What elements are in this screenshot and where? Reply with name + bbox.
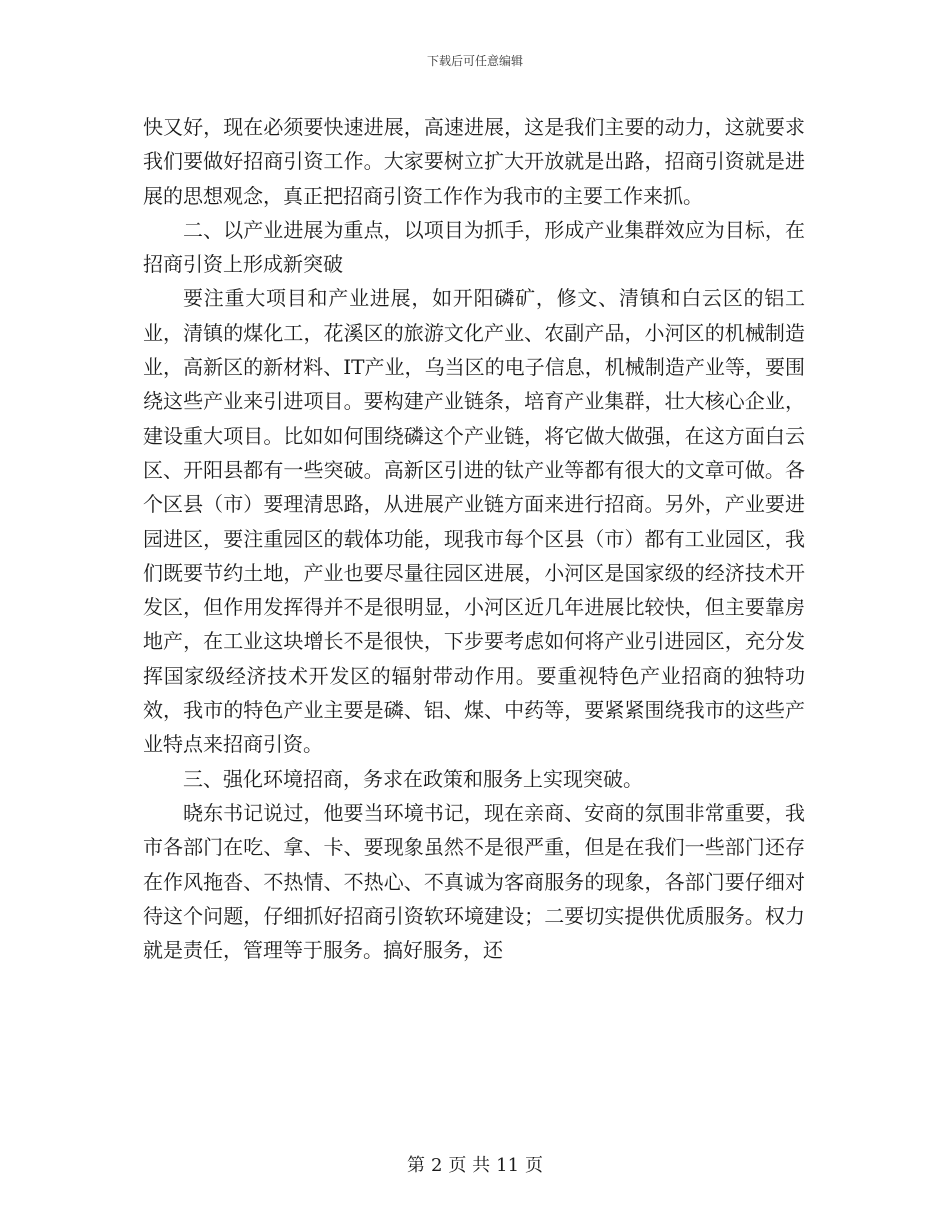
- page-number: 2: [430, 1155, 443, 1176]
- paragraph-environment: 晓东书记说过，他要当环境书记，现在亲商、安商的氛围非常重要，我市各部门在吃、拿、卡、要现象虽然不是很严重，但是在我们一些部门还存在作风拖沓、不热情、不热心、不真诚为客商服务的现象，各部门要仔细对待这个问题，仔细抓好招商引资软环境建设；二要切实提供优质服务。权力就是责任，管理等于服务。搞好服务，还: [143, 800, 805, 963]
- page-footer: [0, 1155, 950, 1177]
- footer-middle: 页 共: [448, 1155, 491, 1176]
- total-pages: 11: [496, 1155, 520, 1176]
- document-body: [143, 110, 805, 967]
- section-heading-2: 二、以产业进展为重点，以项目为抓手，形成产业集群效应为目标，在招商引资上形成新突破: [143, 217, 805, 277]
- paragraph-continuation: 快又好，现在必须要快速进展，高速进展，这是我们主要的动力，这就要求我们要做好招商引资工作。大家要树立扩大开放就是出路，招商引资就是进展的思想观念，真正把招商引资工作作为我市的主要工作来抓。: [143, 115, 805, 208]
- footer-suffix: 页: [525, 1155, 544, 1176]
- footer-prefix: 第: [406, 1155, 425, 1176]
- section-heading-3: 三、强化环境招商，务求在政策和服务上实现突破。: [183, 766, 643, 791]
- page-header: 下载后可任意编辑: [426, 54, 523, 68]
- paragraph-industry: 要注重大项目和产业进展，如开阳磷矿，修文、清镇和白云区的铝工业，清镇的煤化工，花溪区的旅游文化产业、农副产品，小河区的机械制造业，高新区的新材料、IT产业，乌当区的电子信息，机械制造产业等，要围绕这些产业来引进项目。要构建产业链条，培育产业集群，壮大核心企业，建设重大项目。比如如何围绕磷这个产业链，将它做大做强，在这方面白云区、开阳县都有一些突破。高新区引进的钛产业等都有很大的文章可做。各个区县（市）要理清思路，从进展产业链方面来进行招商。另外，产业要进园进区，要注重园区的载体功能，现我市每个区县（市）都有工业园区，我们既要节约土地，产业也要尽量往园区进展，小河区是国家级的经济技术开发区，但作用发挥得并不是很明显，小河区近几年进展比较快，但主要靠房地产，在工业这块增长不是很快，下步要考虑如何将产业引进园区，充分发挥国家级经济技术开发区的辐射带动作用。要重视特色产业招商的独特功效，我市的特色产业主要是磷、铝、煤、中药等，要紧紧围绕我市的这些产业特点来招商引资。: [143, 286, 805, 757]
